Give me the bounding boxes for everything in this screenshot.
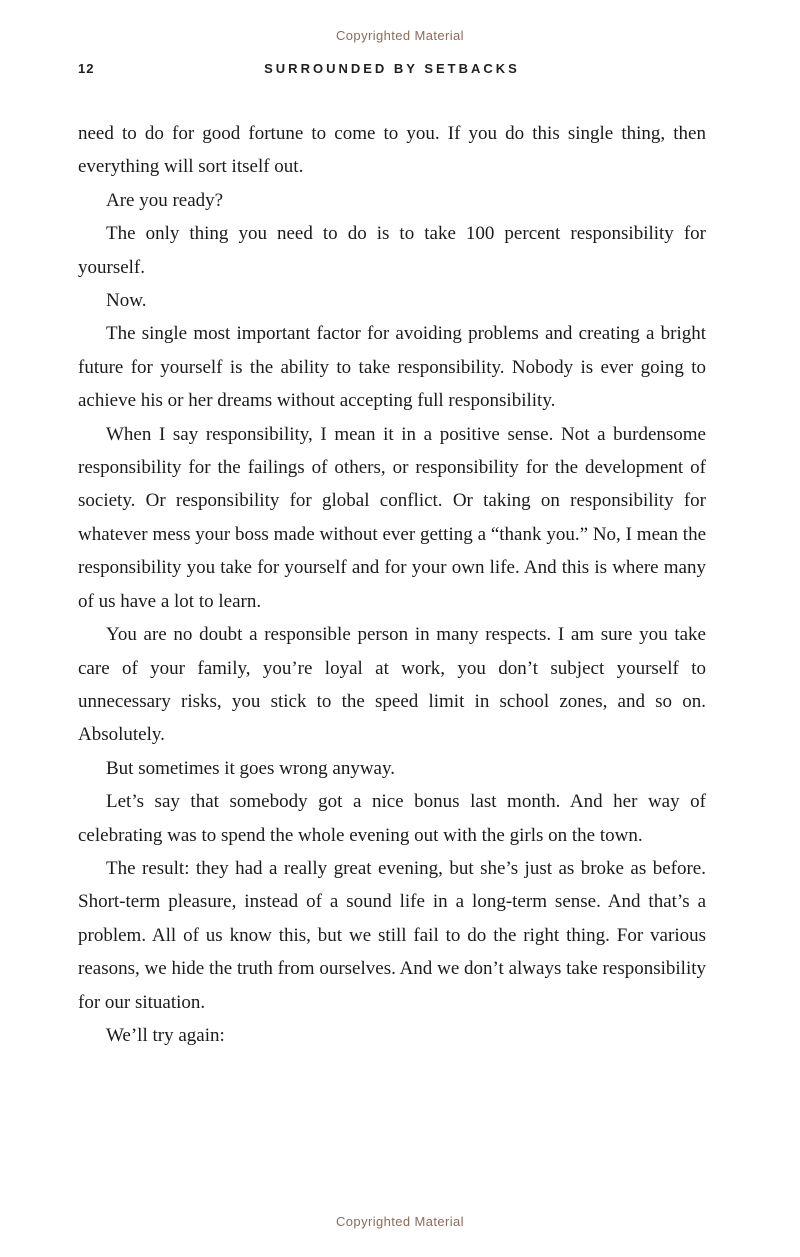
paragraph: The single most important factor for avoiding problems and creating a bright future for yourself is the ability to take responsibility. Nobody is ever going to achieve his or her dreams without accepting full responsibility. [78,323,706,412]
paragraph: The only thing you need to do is to take 100 percent responsibility for yourself. [78,223,706,278]
paragraph: You are no doubt a responsible person in many respects. I am sure you take care of your family, you’re loyal at work, you don’t subject yourself to unnecessary risks, you stick to the speed limit in school zones, and so on. Absolutely. [78,624,706,746]
paragraph: When I say responsibility, I mean it in a positive sense. Not a burdensome responsibility for the failings of others, or responsibility for the development of society. Or responsibility for global conflict. Or taking on responsibility for whatever mess your boss made without ever getting a “thank you.” No, I mean the responsibility you take for yourself and for your own life. And this is where many of us have a lot to learn. [78,423,706,612]
paragraph: We’ll try again: [106,1024,225,1046]
copyright-notice-top: Copyrighted Material [336,28,464,43]
paragraph: Now. [106,290,147,312]
running-header-title: SURROUNDED BY SETBACKS [264,61,520,76]
body-text [78,117,706,1052]
paragraph: Are you ready? [106,189,224,211]
paragraph: need to do for good fortune to come to you. If you do this single thing, then everything will sort itself out. [78,123,706,178]
page-number: 12 [78,61,95,76]
paragraph: The result: they had a really great evening, but she’s just as broke as before. Short-term pleasure, instead of a sound life in a long-term sense. And that’s a problem. All of us know this, but we still fail to do the right thing. For various reasons, we hide the truth from ourselves. And we don’t always take responsibility for our situation. [78,857,706,1013]
paragraph: Let’s say that somebody got a nice bonus last month. And her way of celebrating was to spend the whole evening out with the girls on the town. [78,791,706,846]
copyright-notice-bottom: Copyrighted Material [336,1214,464,1229]
paragraph: But sometimes it goes wrong anyway. [106,757,396,779]
page-header [78,61,706,77]
